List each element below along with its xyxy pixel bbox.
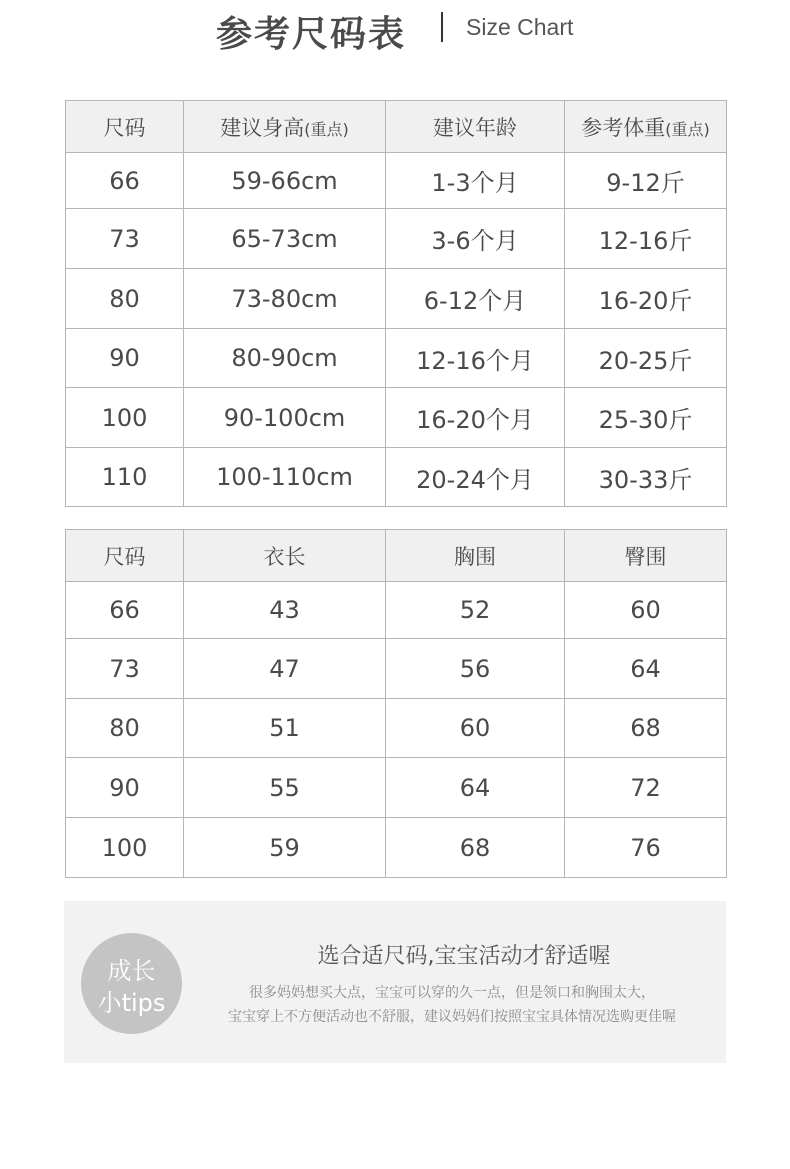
cell-height: 59-66cm — [184, 153, 386, 209]
page-header — [0, 0, 790, 60]
title-divider — [441, 12, 443, 42]
cell-weight: 9-12斤 — [565, 153, 727, 209]
tips-badge-line2: 小tips — [97, 989, 166, 1017]
cell-age: 12-16个月 — [386, 329, 565, 388]
table-row — [66, 209, 727, 269]
header-age: 建议年龄 — [386, 101, 565, 153]
cell-size: 73 — [66, 639, 184, 699]
cell-height: 73-80cm — [184, 269, 386, 329]
table-row — [66, 818, 727, 878]
table-row — [66, 582, 727, 639]
cell-hip: 64 — [565, 639, 727, 699]
cell-weight: 25-30斤 — [565, 388, 727, 448]
header-size: 尺码 — [66, 101, 184, 153]
header-weight: 参考体重(重点) — [565, 101, 727, 153]
cell-hip: 68 — [565, 699, 727, 758]
header-length: 衣长 — [184, 530, 386, 582]
tips-title: 选合适尺码,宝宝活动才舒适喔 — [317, 944, 611, 969]
tips-panel — [64, 901, 726, 1063]
tips-line1: 很多妈妈想买大点，宝宝可以穿的久一点，但是领口和胸围太大， — [249, 985, 655, 1001]
size-table-measurements — [65, 529, 727, 878]
cell-size: 90 — [66, 758, 184, 818]
cell-size: 100 — [66, 388, 184, 448]
cell-age: 20-24个月 — [386, 448, 565, 507]
table-header-row — [66, 101, 727, 153]
cell-chest: 60 — [386, 699, 565, 758]
table-row — [66, 153, 727, 209]
cell-height: 80-90cm — [184, 329, 386, 388]
header-height: 建议身高(重点) — [184, 101, 386, 153]
cell-age: 3-6个月 — [386, 209, 565, 269]
cell-age: 6-12个月 — [386, 269, 565, 329]
cell-size: 90 — [66, 329, 184, 388]
cell-length: 47 — [184, 639, 386, 699]
tips-line2: 宝宝穿上不方便活动也不舒服，建议妈妈们按照宝宝具体情况选购更佳喔 — [228, 1009, 676, 1025]
size-table-basic — [65, 100, 727, 507]
table-row — [66, 758, 727, 818]
tips-body — [192, 981, 712, 1029]
cell-size: 80 — [66, 269, 184, 329]
table-row — [66, 269, 727, 329]
cell-chest: 56 — [386, 639, 565, 699]
header-size: 尺码 — [66, 530, 184, 582]
cell-size: 80 — [66, 699, 184, 758]
cell-height: 65-73cm — [184, 209, 386, 269]
cell-size: 100 — [66, 818, 184, 878]
table-header-row — [66, 530, 727, 582]
cell-hip: 72 — [565, 758, 727, 818]
table-row — [66, 448, 727, 507]
cell-hip: 60 — [565, 582, 727, 639]
cell-size: 66 — [66, 153, 184, 209]
page-subtitle: Size Chart — [466, 14, 574, 40]
cell-length: 55 — [184, 758, 386, 818]
cell-height: 90-100cm — [184, 388, 386, 448]
cell-length: 51 — [184, 699, 386, 758]
cell-weight: 20-25斤 — [565, 329, 727, 388]
cell-chest: 68 — [386, 818, 565, 878]
cell-size: 66 — [66, 582, 184, 639]
cell-weight: 30-33斤 — [565, 448, 727, 507]
cell-size: 110 — [66, 448, 184, 507]
table-row — [66, 388, 727, 448]
tips-badge-line1: 成长 — [107, 957, 156, 985]
cell-weight: 16-20斤 — [565, 269, 727, 329]
header-chest: 胸围 — [386, 530, 565, 582]
cell-size: 73 — [66, 209, 184, 269]
cell-hip: 76 — [565, 818, 727, 878]
cell-height: 100-110cm — [184, 448, 386, 507]
tips-badge — [81, 933, 182, 1034]
table-row — [66, 639, 727, 699]
header-hip: 臀围 — [565, 530, 727, 582]
cell-age: 1-3个月 — [386, 153, 565, 209]
cell-age: 16-20个月 — [386, 388, 565, 448]
cell-chest: 64 — [386, 758, 565, 818]
cell-weight: 12-16斤 — [565, 209, 727, 269]
page-title: 参考尺码表 — [216, 14, 407, 55]
table-row — [66, 699, 727, 758]
table-row — [66, 329, 727, 388]
cell-length: 59 — [184, 818, 386, 878]
cell-chest: 52 — [386, 582, 565, 639]
cell-length: 43 — [184, 582, 386, 639]
